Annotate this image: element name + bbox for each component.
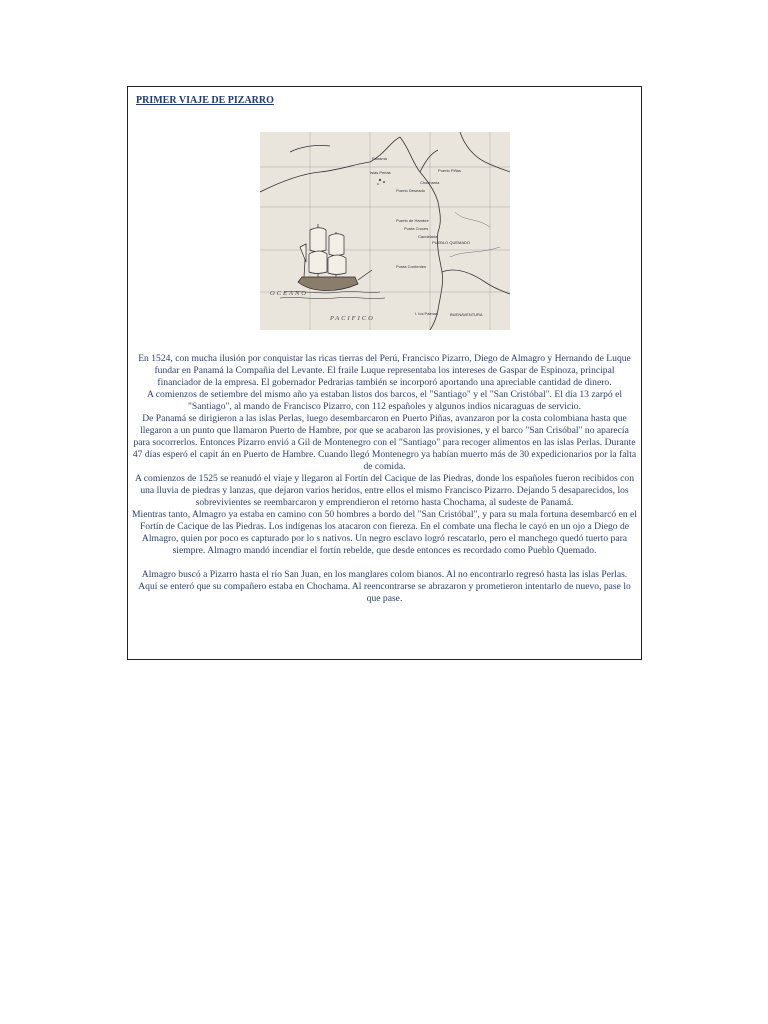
map-label-islas-palmas: I. los Palmas xyxy=(415,311,438,316)
historical-map-image xyxy=(260,132,510,330)
document-frame xyxy=(127,86,642,660)
map-label-puerto-de-hambre: Puerto de Hambre xyxy=(396,218,429,223)
map-label-panama: Panamá xyxy=(372,156,387,161)
paragraph-4: A comienzos de 1525 se reanudó el viaje y llegaron al Fortín del Cacique de las Piedras, donde los españoles fueron recibidos con una lluvia de piedras y lanzas, que dejaron varios heridos, entre ellos el mismo Francisco Pizarro. Dejando 5 desaparecidos, los sobrevivientes se reembarcaron y emprendieron el retorno hasta Chochama, al sudeste de Panamá. xyxy=(134,473,634,508)
paragraph-5: Mientras tanto, Almagro ya estaba en camino con 50 hombres a bordo del "San Cristóbal", y para su mala fortuna desembarcó en el Fortín de Cacique de las Piedras. Los indígenas los atacaron con fiereza. En el combate una flecha le cayó en un ojo a Diego de Almagro, quien por poco es capturado por lo s nativos. Un negro esclavo logró rescatarlo, pero el manchego quedó tuerto para siempre. Almagro mandó incendiar el fortín rebelde, que desde entonces es recordado como Pueblo Quemado. xyxy=(132,509,637,556)
map-label-islas-perlas: Islas Perlas xyxy=(370,170,391,175)
map-label-pueblo-quemado: PUEBLO QUEMADO xyxy=(432,240,471,245)
map-label-pacifico: PACIFICO xyxy=(330,315,375,322)
map-illustration xyxy=(260,132,510,330)
page-title: PRIMER VIAJE DE PIZARRO xyxy=(136,95,274,106)
map-label-puerto-pinas: Puerto Piñas xyxy=(438,168,461,173)
map-label-puerto-deseado: Puerto Deseado xyxy=(396,188,425,193)
map-label-oceano: OCEANO xyxy=(270,290,308,297)
map-label-candelaria: Candelaria xyxy=(418,234,438,239)
map-label-punta-cruces: Punta Cruces xyxy=(404,226,429,231)
map-label-punta-corrientes: Punta Corrientes xyxy=(396,264,427,269)
paragraph-1: En 1524, con mucha ilusión por conquistar las ricas tierras del Perú, Francisco Pizarro, Diego de Almagro y Hernando de Luque fundar en Panamá la Compañía del Levante. El fraile Luque representaba los intereses de Gaspar de Espinoza, principal financiador de la empresa. El gobernador Pedrarias también se incorporó aportando una apreciable cantidad de dinero. xyxy=(138,353,631,388)
paragraph-6: Almagro buscó a Pizarro hasta el río San Juan, en los manglares colom bianos. Al no encontrarlo regresó hasta las islas Perlas. Aquí se enteró que su compañero estaba en Chochama. Al reencontrarse se abrazaron y prometieron intentarlo de nuevo, pase lo que pase. xyxy=(138,569,631,604)
map-label-chochama: Chochama xyxy=(420,180,440,185)
paragraph-2: A comienzos de setiembre del mismo año ya estaban listos dos barcos, el "Santiago" y el "San Cristóbal". El día 13 zarpó el "Santiago", al mando de Francisco Pizarro, con 112 españoles y algunos indios nicaraguas de servicio. xyxy=(147,389,622,412)
map-label-buenaventura: BUENAVENTURA xyxy=(450,312,483,317)
article-body xyxy=(132,353,637,605)
paragraph-3: De Panamá se dirigieron a las islas Perlas, luego desembarcaron en Puerto Piñas, avanzaron por la costa colombiana hasta que llegaron a un punto que llamaron Puerto de Hambre, por que se acabaron las provisiones, y el barco "San Crisóbal" no aparecía para socorrerlos. Entonces Pizarro envió a Gil de Montenegro con el "Santiago" para recoger alimentos en las islas Perlas. Durante 47 días esperó el capit án en Puerto de Hambre. Cuando llegó Montenegro ya habían muerto más de 30 expedicionarios por la falta de comida. xyxy=(132,413,637,472)
